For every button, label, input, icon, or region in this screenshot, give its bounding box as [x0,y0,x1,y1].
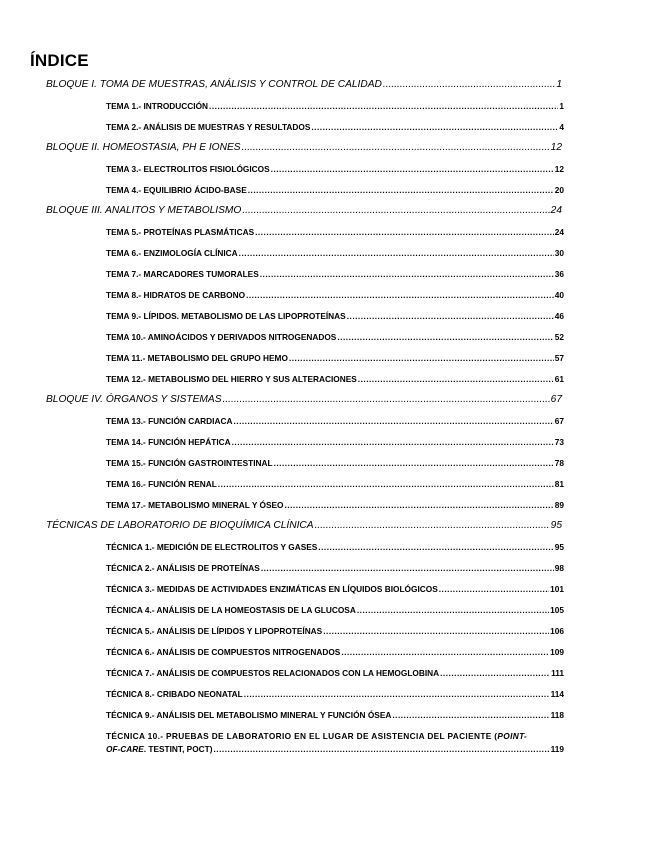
toc-page-number: 52 [554,332,564,342]
toc-item[interactable] [106,605,564,617]
dot-leader [242,142,550,153]
dot-leader [383,79,555,90]
toc-page-number: 67 [554,416,564,426]
toc-item[interactable] [106,374,564,386]
toc-item-label: TEMA 14.- FUNCIÓN HEPÁTICA [106,437,231,447]
toc-item-label: TEMA 10.- AMINOÁCIDOS Y DERIVADOS NITROGENADOS [106,332,337,342]
toc-item[interactable] [106,353,564,365]
toc-item[interactable] [106,122,564,134]
toc-item-label: TEMA 3.- ELECTROLITOS FISIOLÓGICOS [106,164,270,174]
dot-leader [439,584,549,594]
toc-item-label: TEMA 16.- FUNCIÓN RENAL [106,479,217,489]
dot-leader [244,689,550,699]
toc-item[interactable] [106,668,564,680]
dot-leader [213,743,549,756]
toc-page-number: 81 [554,479,564,489]
dot-leader [284,500,553,510]
toc-page-number: 30 [554,248,564,258]
toc-item[interactable] [106,500,564,512]
toc-section-label: TÉCNICAS DE LABORATORIO DE BIOQUÍMICA CLÍNICA [46,520,314,531]
dot-leader [261,563,554,573]
dot-leader [341,647,549,657]
page-title: ÍNDICE [30,51,89,70]
toc-page-number: 111 [551,668,564,678]
toc-page-number: 46 [554,311,564,321]
toc-page-number: 57 [554,353,564,363]
toc-page-number: 114 [550,689,564,699]
dot-leader [242,205,549,216]
dot-leader [440,668,550,678]
toc-item[interactable] [106,269,564,281]
toc-item-label: TEMA 6.- ENZIMOLOGÍA CLÍNICA [106,248,238,258]
toc-item[interactable] [106,563,564,575]
dot-leader [392,710,549,720]
toc-page-number: 24 [554,227,564,237]
toc-item[interactable] [106,710,564,722]
toc-item[interactable] [106,479,564,491]
toc-page-number: 1 [556,79,562,90]
toc-item[interactable] [106,647,564,659]
toc-page-number: 24 [550,205,562,216]
dot-leader [218,479,554,489]
toc-page-number: 106 [550,626,564,636]
dot-leader [357,605,549,615]
toc-item-label: TÉCNICA 1.- MEDICIÓN DE ELECTROLITOS Y GASES [106,542,318,552]
dot-leader [289,353,554,363]
dot-leader [315,520,550,531]
toc-item-label: TÉCNICA 4.- ANÁLISIS DE LA HOMEOSTASIS DE LA GLUCOSA [106,605,356,615]
dot-leader [358,374,554,384]
toc-item-label: TEMA 1.- INTRODUCCIÓN [106,101,209,111]
toc-item-label: TÉCNICA 5.- ANÁLISIS DE LÍPIDOS Y LIPOPROTEÍNAS [106,626,323,636]
toc-item[interactable] [106,332,564,344]
toc-page-number: 40 [554,290,564,300]
toc-page-number: 12 [554,164,564,174]
toc-page-number: 98 [554,563,564,573]
dot-leader [223,394,550,405]
toc-item[interactable] [106,185,564,197]
toc-item-label: TEMA 4.- EQUILIBRIO ÁCIDO-BASE [106,185,247,195]
dot-leader [337,332,553,342]
toc-page-number: 89 [554,500,564,510]
toc-item-label: TEMA 5.- PROTEÍNAS PLASMÁTICAS [106,227,255,237]
toc-item[interactable] [106,458,564,470]
toc-page-number: 1 [559,101,564,111]
toc-section-label: BLOQUE III. ANALITOS Y METABOLISMO [46,205,242,216]
toc-item[interactable] [106,689,564,701]
toc-item[interactable] [106,584,564,596]
toc-item-label: TEMA 15.- FUNCIÓN GASTROINTESTINAL [106,458,273,468]
dot-leader [260,269,554,279]
toc-item-label: TÉCNICA 9.- ANÁLISIS DEL METABOLISMO MINERAL Y FUNCIÓN ÓSEA [106,710,392,720]
dot-leader [246,290,554,300]
dot-leader [347,311,554,321]
toc-item-label-line1: TÉCNICA 10.- PRUEBAS DE LABORATORIO EN EL LUGAR DE ASISTENCIA DEL PACIENTE (POINT- [106,731,528,741]
toc-item-label: TEMA 9.- LÍPIDOS. METABOLISMO DE LAS LIPOPROTEÍNAS [106,311,346,321]
dot-leader [233,416,553,426]
dot-leader [318,542,553,552]
dot-leader [323,626,549,636]
toc-item[interactable] [106,626,564,638]
dot-leader [248,185,554,195]
dot-leader [311,122,558,132]
toc-page-number: 95 [550,520,562,531]
toc-item[interactable] [106,227,564,239]
toc-item[interactable] [106,416,564,428]
toc-section-2[interactable] [46,142,562,156]
dot-leader [239,248,554,258]
toc-item-label: TEMA 8.- HIDRATOS DE CARBONO [106,290,246,300]
toc-page-number: 73 [554,437,564,447]
toc-section-label: BLOQUE IV. ÓRGANOS Y SISTEMAS [46,394,222,405]
dot-leader [274,458,554,468]
toc-item-label: TEMA 17.- METABOLISMO MINERAL Y ÓSEO [106,500,284,510]
toc-page-number: 12 [550,142,562,153]
toc-item[interactable] [106,290,564,302]
toc-item-label: TEMA 2.- ANÁLISIS DE MUESTRAS Y RESULTADOS [106,122,311,132]
toc-section-5[interactable] [46,520,562,534]
toc-section-1[interactable] [46,79,562,93]
toc-item-label-line2: OF-CARE. TESTINT, POCT) ..... 119 [106,743,564,756]
dot-leader [255,227,554,237]
toc-item[interactable] [106,248,564,260]
toc-item[interactable] [106,164,564,176]
toc-page-number: 78 [554,458,564,468]
toc-page-number: 67 [550,394,562,405]
dot-leader [271,164,554,174]
toc-item-label: TEMA 13.- FUNCIÓN CARDIACA [106,416,233,426]
toc-page-number: 101 [550,584,564,594]
toc-page-number: 95 [554,542,564,552]
toc-item-label: TÉCNICA 6.- ANÁLISIS DE COMPUESTOS NITROGENADOS [106,647,341,657]
toc-page-number: 118 [550,710,564,720]
toc-section-label: BLOQUE I. TOMA DE MUESTRAS, ANÁLISIS Y CONTROL DE CALIDAD [46,79,382,90]
toc-page-number: 109 [550,647,564,657]
toc-item-label: TÉCNICA 3.- MEDIDAS DE ACTIVIDADES ENZIMÁTICAS EN LÍQUIDOS BIOLÓGICOS [106,584,438,594]
toc-item-label: TEMA 12.- METABOLISMO DEL HIERRO Y SUS ALTERACIONES [106,374,357,384]
toc-item-label: TEMA 11.- METABOLISMO DEL GRUPO HEMO [106,353,288,363]
dot-leader [232,437,554,447]
toc-item-label: TÉCNICA 7.- ANÁLISIS DE COMPUESTOS RELACIONADOS CON LA HEMOGLOBINA [106,668,440,678]
toc-item-label: TÉCNICA 2.- ANÁLISIS DE PROTEÍNAS [106,563,260,573]
toc-item-label: TEMA 7.- MARCADORES TUMORALES [106,269,259,279]
dot-leader [209,101,558,111]
toc-item[interactable] [106,101,564,113]
toc-page-number: 4 [559,122,564,132]
toc-page-number: 105 [550,605,564,615]
toc-section-4[interactable] [46,394,562,408]
toc-item-label: TÉCNICA 8.- CRIBADO NEONATAL [106,689,243,699]
toc-page-number: 36 [554,269,564,279]
toc-section-label: BLOQUE II. HOMEOSTASIA, PH E IONES [46,142,241,153]
toc-page-number: 61 [554,374,564,384]
toc-page-number: 20 [554,185,564,195]
toc-page-number: 119 [550,744,564,754]
toc-item-wrapped[interactable] [106,730,564,756]
toc-item[interactable] [106,542,564,554]
toc-section-3[interactable] [46,205,562,219]
toc-item[interactable] [106,437,564,449]
toc-item[interactable] [106,311,564,323]
